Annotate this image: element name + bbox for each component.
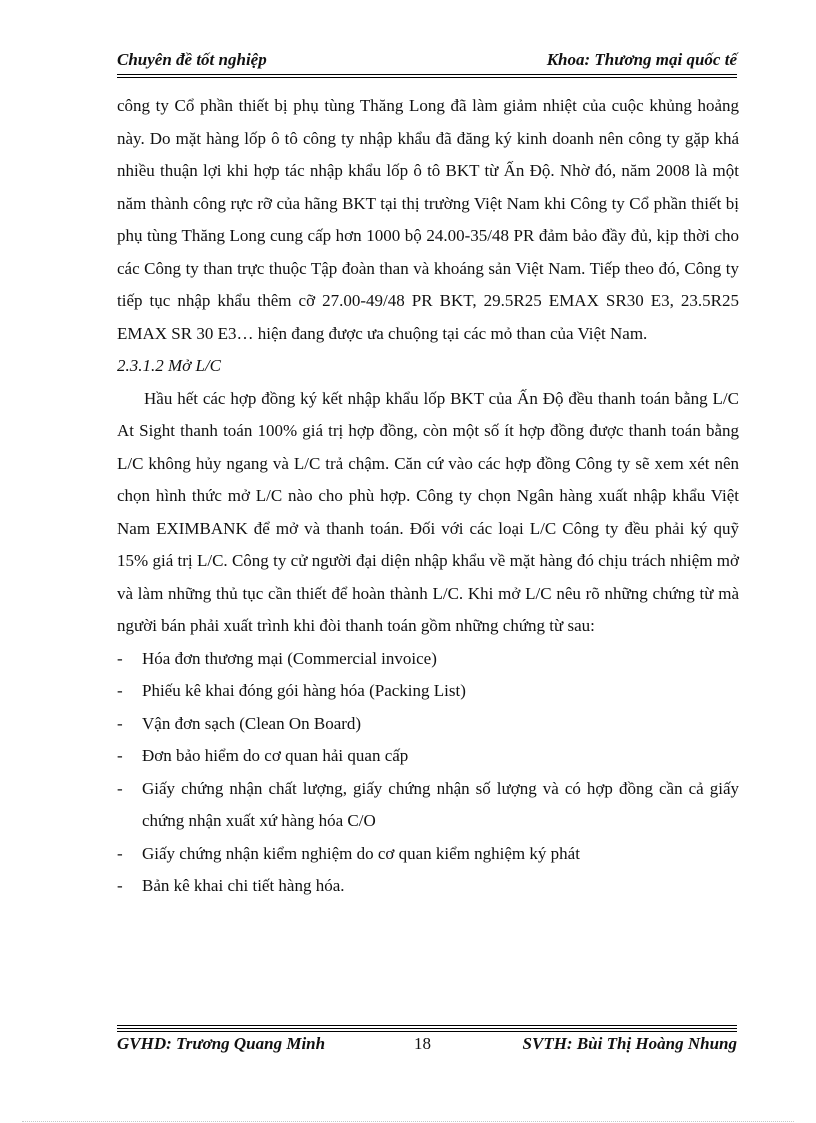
list-item-text: Vận đơn sạch (Clean On Board) [142, 713, 362, 733]
list-item-text: Phiếu kê khai đóng gói hàng hóa (Packing List) [142, 681, 466, 700]
header-title: Chuyên đề tốt nghiệp [117, 50, 267, 69]
list-marker: - [117, 778, 123, 798]
list-item-text: Đơn bảo hiểm do cơ quan hải quan cấp [142, 746, 409, 765]
footer-rule-bottom [117, 1031, 737, 1032]
list-item [117, 708, 739, 741]
list-item-text: Hóa đơn thương mại (Commercial invoice) [142, 648, 437, 668]
page-edge-divider [22, 1121, 794, 1122]
page-number: 18 [414, 1034, 431, 1053]
page-footer [117, 1034, 737, 1056]
section-subheading: 2.3.1.2 Mở L/C [117, 356, 222, 375]
list-marker: - [117, 713, 123, 733]
list-marker: - [117, 843, 123, 863]
list-marker: - [117, 681, 123, 700]
list-item-text: Giấy chứng nhận chất lượng, giấy chứng nhận số lượng và có hợp đồng cần cả giấy chứng nhận xuất xứ hàng hóa C/O [142, 778, 739, 830]
footer-student: SVTH: Bùi Thị Hoàng Nhung [522, 1034, 737, 1053]
list-item [117, 740, 739, 773]
footer-supervisor: GVHD: Trương Quang Minh [117, 1034, 326, 1053]
list-item [117, 870, 739, 903]
document-list [117, 643, 739, 903]
header-department: Khoa: Thương mại quốc tế [546, 50, 737, 69]
footer-rule-top [117, 1025, 737, 1026]
list-item-text: Giấy chứng nhận kiểm nghiệm do cơ quan kiểm nghiệm ký phát [142, 843, 580, 863]
header-rule-top [117, 74, 737, 75]
list-marker: - [117, 746, 123, 765]
paragraph-2: Hầu hết các hợp đồng ký kết nhập khẩu lốp BKT của Ấn Độ đều thanh toán bằng L/C At Sight thanh toán 100% giá trị hợp đồng, còn một số ít hợp đồng được thanh toán bằng L/C không hủy ngang và L/C trả chậm. Căn cứ vào các hợp đồng Công ty sẽ xem xét nên chọn hình thức mở L/C nào cho phù hợp. Công ty chọn Ngân hàng xuất nhập khẩu Việt Nam EXIMBANK để mở và thanh toán. Đối với các loại L/C Công ty đều phải ký quỹ 15% giá trị L/C. Công ty cử người đại diện nhập khẩu về mặt hàng đó chịu trách nhiệm mở và làm những thủ tục cần thiết để hoàn thành L/C. Khi mở L/C nêu rõ những chứng từ mà người bán phải xuất trình khi đòi thanh toán gồm những chứng từ sau: [117, 388, 739, 635]
list-item [117, 643, 739, 676]
header-rule-bottom [117, 77, 737, 78]
page-body [117, 90, 739, 903]
list-marker: - [117, 876, 123, 895]
paragraph-1: công ty Cổ phần thiết bị phụ tùng Thăng Long đã làm giảm nhiệt của cuộc khủng hoảng này. Do mặt hàng lốp ô tô công ty nhập khẩu đã đăng ký kinh doanh nên công ty gặp khá nhiều thuận lợi khi hợp tác nhập khẩu lốp ô tô BKT từ Ấn Độ. Nhờ đó, năm 2008 là một năm thành công rực rỡ của hãng BKT tại thị trường Việt Nam khi Công ty Cổ phần thiết bị phụ tùng Thăng Long cung cấp hơn 1000 bộ 24.00-35/48 PR đảm bảo đầy đủ, kịp thời cho các Công ty than trực thuộc Tập đoàn than và khoáng sản Việt Nam. Tiếp theo đó, Công ty tiếp tục nhập khẩu thêm cỡ 27.00-49/48 PR BKT, 29.5R25 EMAX SR30 E3, 23.5R25 EMAX SR 30 E3… hiện đang được ưa chuộng tại các mỏ than của Việt Nam. [117, 96, 739, 343]
list-item [117, 675, 739, 708]
list-item [117, 838, 739, 871]
footer-rule-middle [117, 1028, 737, 1029]
page-header [117, 50, 737, 72]
list-item [117, 773, 739, 838]
list-item-text: Bản kê khai chi tiết hàng hóa. [142, 876, 345, 895]
list-marker: - [117, 648, 123, 668]
